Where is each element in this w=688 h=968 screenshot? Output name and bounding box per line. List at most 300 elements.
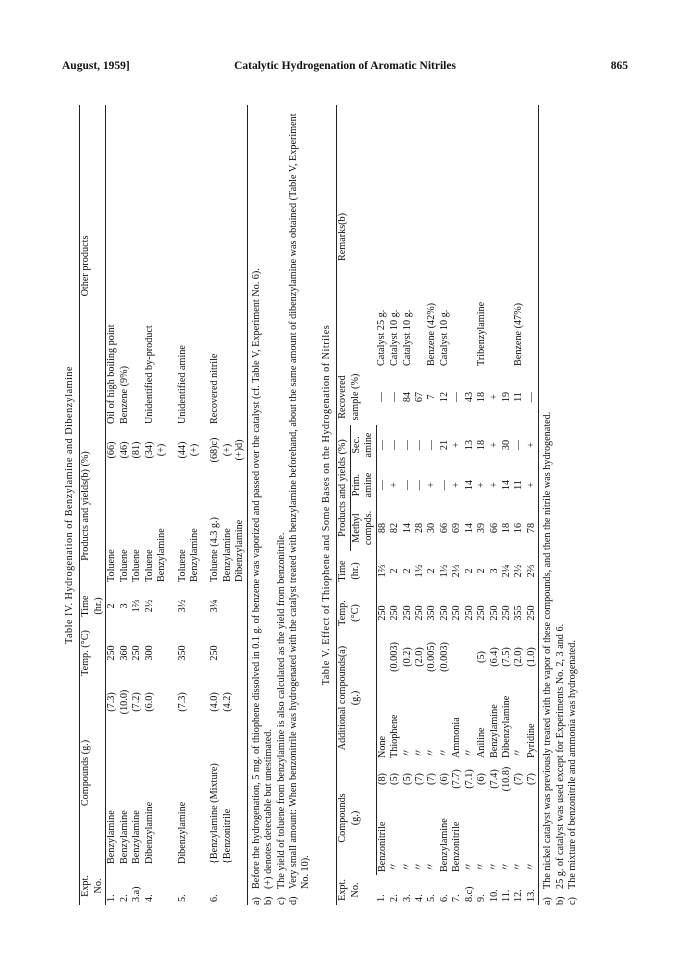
prim-amine-yield: —: [438, 479, 450, 491]
cell-line: (68)c): [209, 437, 221, 463]
t4-header-products: Products and yields(b) (%): [80, 427, 106, 585]
additional-compound: 〃: [426, 747, 438, 758]
temperature: 250: [401, 605, 413, 621]
cell-line: (4.2): [221, 692, 233, 712]
remarks: [464, 105, 476, 369]
additional-compound: 〃: [413, 747, 425, 758]
time: 1⅔: [131, 599, 143, 613]
t5-header-expt: Expt. No.: [337, 879, 361, 901]
spacer-row: [169, 105, 177, 905]
table-row: [376, 105, 389, 905]
cell-line: (44): [176, 441, 188, 459]
compound: 〃: [413, 861, 425, 872]
footnote: [288, 105, 313, 905]
cell-line: Toluene: [143, 549, 155, 582]
cell-line: Benzylamine: [131, 810, 143, 864]
remarks: [414, 105, 426, 369]
footnote-key: d): [288, 896, 299, 905]
time: 1⅔: [376, 564, 388, 578]
footnote: [542, 105, 554, 905]
amount: [131, 679, 143, 725]
additional-amount: (0.005): [426, 642, 438, 672]
additional-compound: None: [376, 735, 388, 758]
footnote-key: b): [554, 896, 566, 905]
remarks: Catalyst 10 g.: [401, 309, 413, 366]
remarks: [501, 105, 513, 369]
cell-line: Benzylamine: [106, 810, 118, 864]
additional-compound: Dibenzylamine: [501, 695, 512, 758]
recovered-sample: 12: [438, 391, 450, 403]
cell-line: (+): [221, 443, 233, 457]
table-row: [489, 105, 501, 905]
additional-amount: [464, 635, 476, 679]
additional-amount: [451, 635, 463, 679]
amount: (7): [413, 773, 425, 785]
prim-amine-yield: +: [451, 482, 463, 488]
prim-amine-yield: +: [488, 482, 500, 488]
methyl-yield: 66: [488, 522, 500, 534]
yield: [131, 427, 143, 473]
temperature: 250: [463, 605, 475, 621]
additional-compound: 〃: [463, 747, 475, 758]
amount: (5): [389, 773, 401, 785]
amount: [177, 679, 202, 725]
cell-line: (+)d): [234, 439, 246, 461]
prim-amine-yield: +: [476, 482, 488, 488]
other-products: Oil of high boiling point: [106, 324, 118, 424]
table-row: [144, 105, 169, 905]
footnote-key: b): [263, 896, 275, 905]
sec-amine-yield: +: [525, 442, 537, 448]
cell-line: (81): [131, 441, 143, 459]
recovered-sample: +: [488, 394, 500, 400]
prim-amine-yield: 14: [463, 479, 475, 491]
recovered-sample: 7: [426, 394, 438, 400]
compound: 〃: [389, 861, 401, 872]
cell-line: Toluene: [131, 549, 143, 582]
table-row: [402, 105, 414, 905]
t4-header-temp: Temp. (°C): [80, 627, 106, 679]
time: 2: [476, 568, 488, 574]
t5-header-compounds-unit: (g.): [350, 761, 376, 875]
temperature: 250: [476, 605, 488, 621]
time: 3¼: [209, 599, 221, 613]
additional-compound: 〃: [513, 747, 525, 758]
table-row: [451, 105, 463, 905]
time: 2¼: [501, 564, 512, 578]
page-number: 865: [610, 60, 628, 72]
time: 1½: [413, 564, 425, 578]
prim-amine-yield: —: [413, 479, 425, 491]
cell-line: (7.2): [131, 692, 143, 712]
header-date: August, 1959]: [62, 60, 130, 72]
compound: 〃: [426, 861, 438, 872]
time: 3: [118, 603, 130, 609]
temperature: 250: [488, 605, 500, 621]
table-row: [513, 105, 525, 905]
compound: 〃: [401, 861, 413, 872]
t5-header-compounds: Compounds: [337, 793, 349, 843]
table-row: [119, 105, 131, 905]
table-row: [414, 105, 426, 905]
cell-line: (4.0): [209, 692, 221, 712]
sec-amine-yield: 21: [438, 439, 450, 451]
sec-amine-yield: 18: [476, 439, 488, 451]
compound: [209, 725, 247, 867]
temperature: 250: [131, 645, 143, 661]
additional-compound: Ammonia: [451, 717, 463, 758]
sec-amine-yield: —: [389, 439, 401, 451]
time: 2: [463, 568, 475, 574]
cell-line: (+): [156, 443, 168, 457]
table5-caption: Table V. Effect of Thiophene and Some Bases on the Hydrogenation of Nitriles: [320, 324, 332, 686]
temperature: 250: [438, 605, 450, 621]
compound: [144, 725, 169, 867]
methyl-yield: 14: [463, 522, 475, 534]
additional-compound: 〃: [401, 747, 413, 758]
expt-number: 7.: [451, 894, 463, 902]
amount: (8): [376, 773, 388, 785]
table-row: [177, 105, 202, 905]
footnote-key: c): [567, 897, 579, 905]
amount: (7.1): [463, 769, 475, 789]
footnote: [567, 105, 579, 905]
sec-amine-yield: —: [401, 439, 413, 451]
sec-amine-yield: —: [413, 439, 425, 451]
amount: [106, 679, 119, 725]
temperature: 250: [451, 605, 463, 621]
time: 2⅔: [525, 564, 537, 578]
temperature: 300: [143, 645, 155, 661]
temperature: 250: [209, 645, 221, 661]
sec-amine-yield: —: [426, 439, 438, 451]
additional-amount: (2.0): [513, 647, 525, 667]
expt-number: 3.a): [131, 886, 143, 902]
recovered-sample: 18: [476, 391, 488, 403]
t5-header-methyl: Methyl compds.: [350, 505, 376, 551]
methyl-yield: 88: [376, 522, 388, 534]
additional-compound: Thiophene: [389, 714, 401, 758]
amount: (7.7): [451, 769, 463, 789]
product: [131, 473, 143, 585]
product: [106, 473, 119, 585]
recovered-sample: 19: [501, 391, 512, 403]
cell-line: (6.0): [143, 692, 155, 712]
expt-number: 10.: [488, 889, 500, 902]
footnote-text: The nickel catalyst was previously treated with the vapor of these compounds, and then the nitrile was hydrogenated.: [542, 411, 554, 889]
yield: [106, 427, 119, 473]
additional-amount: (0.2): [401, 647, 413, 667]
table-row: [131, 105, 143, 905]
amount: (7): [525, 773, 537, 785]
temperature: 250: [413, 605, 425, 621]
additional-compound: Pyridine: [525, 723, 537, 758]
additional-amount: (7.5): [501, 647, 512, 667]
time: 2: [106, 603, 118, 609]
cell-line: Toluene: [106, 549, 118, 582]
amount: [119, 679, 131, 725]
footnote-text: The mixture of benzonitrile and ammonia was hydrogenated.: [567, 640, 579, 889]
footnote-text: Before the hydrogenation, 5 mg. of thiophene dissolved in 0.1 g. of benzene was vaporized and passed over the catalyst (cf. Table V, Experiment No. 6).: [250, 268, 262, 889]
rotated-page-content: [64, 105, 624, 905]
expt-number: 4.: [413, 894, 425, 902]
temperature: 250: [389, 605, 401, 621]
compound: [177, 725, 202, 867]
remarks: [451, 105, 463, 369]
sec-amine-yield: 30: [501, 439, 512, 451]
time: 1½: [438, 564, 450, 578]
methyl-yield: 14: [401, 522, 413, 534]
temperature: 250: [501, 605, 512, 621]
methyl-yield: 69: [451, 522, 463, 534]
yield: [144, 427, 169, 473]
expt-number: 13.: [525, 889, 537, 902]
remarks: Benzene (42%): [426, 302, 438, 366]
prim-amine-yield: +: [426, 482, 438, 488]
cell-line: Benzylamine: [156, 528, 168, 582]
table4-footnotes: [251, 105, 313, 905]
compound: Benzylamine: [438, 818, 450, 872]
recovered-sample: —: [451, 391, 463, 403]
methyl-yield: 66: [438, 522, 450, 534]
other-products: Benzene (9%): [118, 366, 130, 424]
footnote: [263, 105, 275, 905]
remarks: Tribenzylamine: [476, 301, 488, 366]
product: [144, 473, 169, 585]
cell-line: Toluene: [176, 549, 188, 582]
time: 2½: [513, 564, 525, 578]
time: 2⅓: [451, 564, 463, 578]
compound: 〃: [463, 861, 475, 872]
cell-line: Toluene: [118, 549, 130, 582]
compound: Benzonitrile: [451, 821, 463, 872]
amount: (6): [438, 773, 450, 785]
temperature: 250: [376, 605, 388, 621]
methyl-yield: 78: [525, 522, 537, 534]
compound: Benzonitrile: [376, 821, 388, 872]
expt-number: 4.: [143, 894, 155, 902]
expt-number: 6.: [438, 894, 450, 902]
compound: [106, 725, 119, 867]
methyl-yield: 18: [501, 522, 512, 534]
cell-line: (10.0): [118, 689, 130, 715]
additional-compound: Aniline: [476, 727, 488, 758]
t5-header-additional: Additional compounds(a): [337, 645, 349, 751]
footnote-text: The yield of toluene from benzylamine is also calculated as the yield from benzonitrile.: [275, 532, 287, 889]
footnote: [555, 105, 567, 905]
expt-number: 8.c): [463, 886, 475, 902]
additional-amount: (2.0): [413, 647, 425, 667]
amount: [209, 679, 247, 725]
additional-amount: (5): [476, 651, 488, 663]
cell-line: {Benzylamine (Mixture): [209, 763, 221, 864]
t5-header-remarks: Remarks(b): [337, 212, 349, 262]
footnote-key: a): [250, 897, 262, 905]
amount: (7.4): [488, 769, 500, 789]
temperature: 360: [118, 645, 130, 661]
t5-header-recovered: Recovered sample (%): [337, 373, 361, 421]
table-row: [526, 105, 539, 905]
footnote: [276, 105, 288, 905]
remarks: Catalyst 10 g.: [389, 309, 401, 366]
footnote-text: 25 g. of catalyst was used except for Experiments No. 2, 3 and 6.: [554, 623, 566, 889]
footnote-text: (+) denotes detectable but unestimated.: [263, 729, 275, 889]
expt-number: 1.: [106, 894, 118, 902]
cell-line: (7.3): [106, 692, 118, 712]
cell-line: Benzylamine: [221, 528, 233, 582]
amount: (7): [426, 773, 438, 785]
cell-line: (34): [143, 441, 155, 459]
amount: (5): [401, 773, 413, 785]
prim-amine-yield: +: [389, 482, 401, 488]
t5-header-temp-unit: (°C): [350, 591, 376, 635]
recovered-sample: —: [525, 391, 537, 403]
temperature: 250: [525, 605, 537, 621]
header-title: Catalytic Hydrogenation of Aromatic Nitriles: [234, 60, 456, 72]
recovered-sample: 43: [463, 391, 475, 403]
other-products: Unidentified amine: [176, 345, 188, 424]
product: [177, 473, 202, 585]
sec-amine-yield: —: [513, 439, 525, 451]
t5-header-time-unit: (hr.): [350, 551, 376, 591]
temperature: 355: [513, 605, 525, 621]
t5-header-products: Products and yields (%): [337, 425, 350, 551]
amount: (7): [513, 773, 525, 785]
expt-number: 5.: [426, 894, 438, 902]
additional-compound: Benzylamine: [488, 704, 500, 758]
time: 2: [389, 568, 401, 574]
t4-header-expt: Expt. No.: [80, 867, 106, 905]
compound: [119, 725, 131, 867]
time: 2: [401, 568, 413, 574]
methyl-yield: 16: [513, 522, 525, 534]
cell-line: Dibenzylamine: [143, 801, 155, 864]
methyl-yield: 28: [413, 522, 425, 534]
cell-line: Toluene (4.3 g.): [209, 517, 221, 582]
additional-amount: (1.0): [525, 647, 537, 667]
product: [119, 473, 131, 585]
remarks: Catalyst 10 g.: [438, 309, 450, 366]
table5-footnotes: [542, 105, 579, 905]
expt-number: 1.: [376, 894, 388, 902]
footnote: [251, 105, 263, 905]
temperature: 350: [176, 645, 188, 661]
expt-number: 12.: [513, 889, 525, 902]
t4-header-compounds: Compounds (g.): [80, 679, 106, 867]
prim-amine-yield: +: [525, 482, 537, 488]
time: 3½: [176, 599, 188, 613]
t4-header-other: Other products: [80, 105, 106, 427]
other-products: Recovered nitrile: [209, 353, 221, 424]
remarks: Benzene (47%): [513, 302, 525, 366]
yield: [209, 427, 247, 473]
running-header: [62, 60, 628, 76]
additional-amount: (6.4): [488, 647, 500, 667]
additional-amount: (0.003): [438, 642, 450, 672]
remarks: [489, 105, 501, 369]
compound: 〃: [501, 861, 512, 872]
cell-line: (7.3): [176, 692, 188, 712]
cell-line: Dibenzylamine: [234, 519, 246, 582]
table-row: [476, 105, 488, 905]
methyl-yield: 82: [389, 522, 401, 534]
spacer-row: [201, 105, 209, 905]
cell-line: Benzylamine: [118, 810, 130, 864]
compound: 〃: [525, 861, 537, 872]
prim-amine-yield: 14: [501, 479, 512, 491]
recovered-sample: 11: [513, 392, 525, 402]
expt-number: 9.: [476, 894, 488, 902]
additional-compound: 〃: [438, 747, 450, 758]
table4-caption: Table IV. Hydrogenation of Benzylamine and Dibenzylamine: [64, 365, 75, 645]
time: 2½: [143, 599, 155, 613]
table-row: [209, 105, 247, 905]
t5-header-time: Time: [337, 560, 349, 582]
expt-number: 2.: [118, 894, 130, 902]
footnote-key: c): [275, 897, 287, 905]
methyl-yield: 30: [426, 522, 438, 534]
cell-line: Benzylamine: [188, 528, 200, 582]
additional-amount: [376, 635, 389, 679]
expt-number: 11.: [501, 889, 512, 902]
product: [209, 473, 247, 585]
recovered-sample: —: [389, 391, 401, 403]
t5-header-temp: Temp.: [337, 600, 349, 626]
compound: 〃: [513, 861, 525, 872]
amount: [144, 679, 169, 725]
time: 3: [488, 568, 500, 574]
t5-header-additional-unit: (g.): [350, 635, 376, 761]
table-row: [464, 105, 476, 905]
table-row: [106, 105, 119, 905]
expt-number: 6.: [209, 894, 221, 902]
prim-amine-yield: —: [376, 479, 388, 491]
recovered-sample: 84: [401, 391, 413, 403]
cell-line: Dibenzylamine: [176, 801, 188, 864]
compound: [131, 725, 143, 867]
other-products: Unidentified by-product: [143, 325, 155, 424]
other-products: [131, 105, 143, 427]
yield: [119, 427, 131, 473]
expt-number: 5.: [176, 894, 188, 902]
expt-number: 2.: [389, 894, 401, 902]
additional-amount: (0.003): [389, 642, 401, 672]
prim-amine-yield: 11: [513, 480, 525, 490]
sec-amine-yield: +: [488, 442, 500, 448]
temperature: 250: [106, 645, 118, 661]
cell-line: {Benzonitrile: [221, 808, 233, 864]
table-row: [426, 105, 438, 905]
table-row: [501, 105, 513, 905]
cell-line: (+): [188, 443, 200, 457]
amount: (10.8): [501, 766, 512, 792]
compound: 〃: [476, 861, 488, 872]
t4-header-time: Time (hr.): [80, 585, 106, 627]
compound: 〃: [488, 861, 500, 872]
table5: [336, 105, 539, 905]
remarks: [526, 105, 539, 369]
recovered-sample: —: [376, 391, 388, 403]
amount: (6): [476, 773, 488, 785]
remarks: Catalyst 25 g.: [376, 309, 388, 366]
table-row: [439, 105, 451, 905]
temperature: 350: [426, 605, 438, 621]
prim-amine-yield: —: [401, 479, 413, 491]
methyl-yield: 39: [476, 522, 488, 534]
t5-header-prim: Prim. amine: [350, 465, 376, 505]
sec-amine-yield: +: [451, 442, 463, 448]
t5-header-sec: Sec. amine: [350, 425, 376, 465]
